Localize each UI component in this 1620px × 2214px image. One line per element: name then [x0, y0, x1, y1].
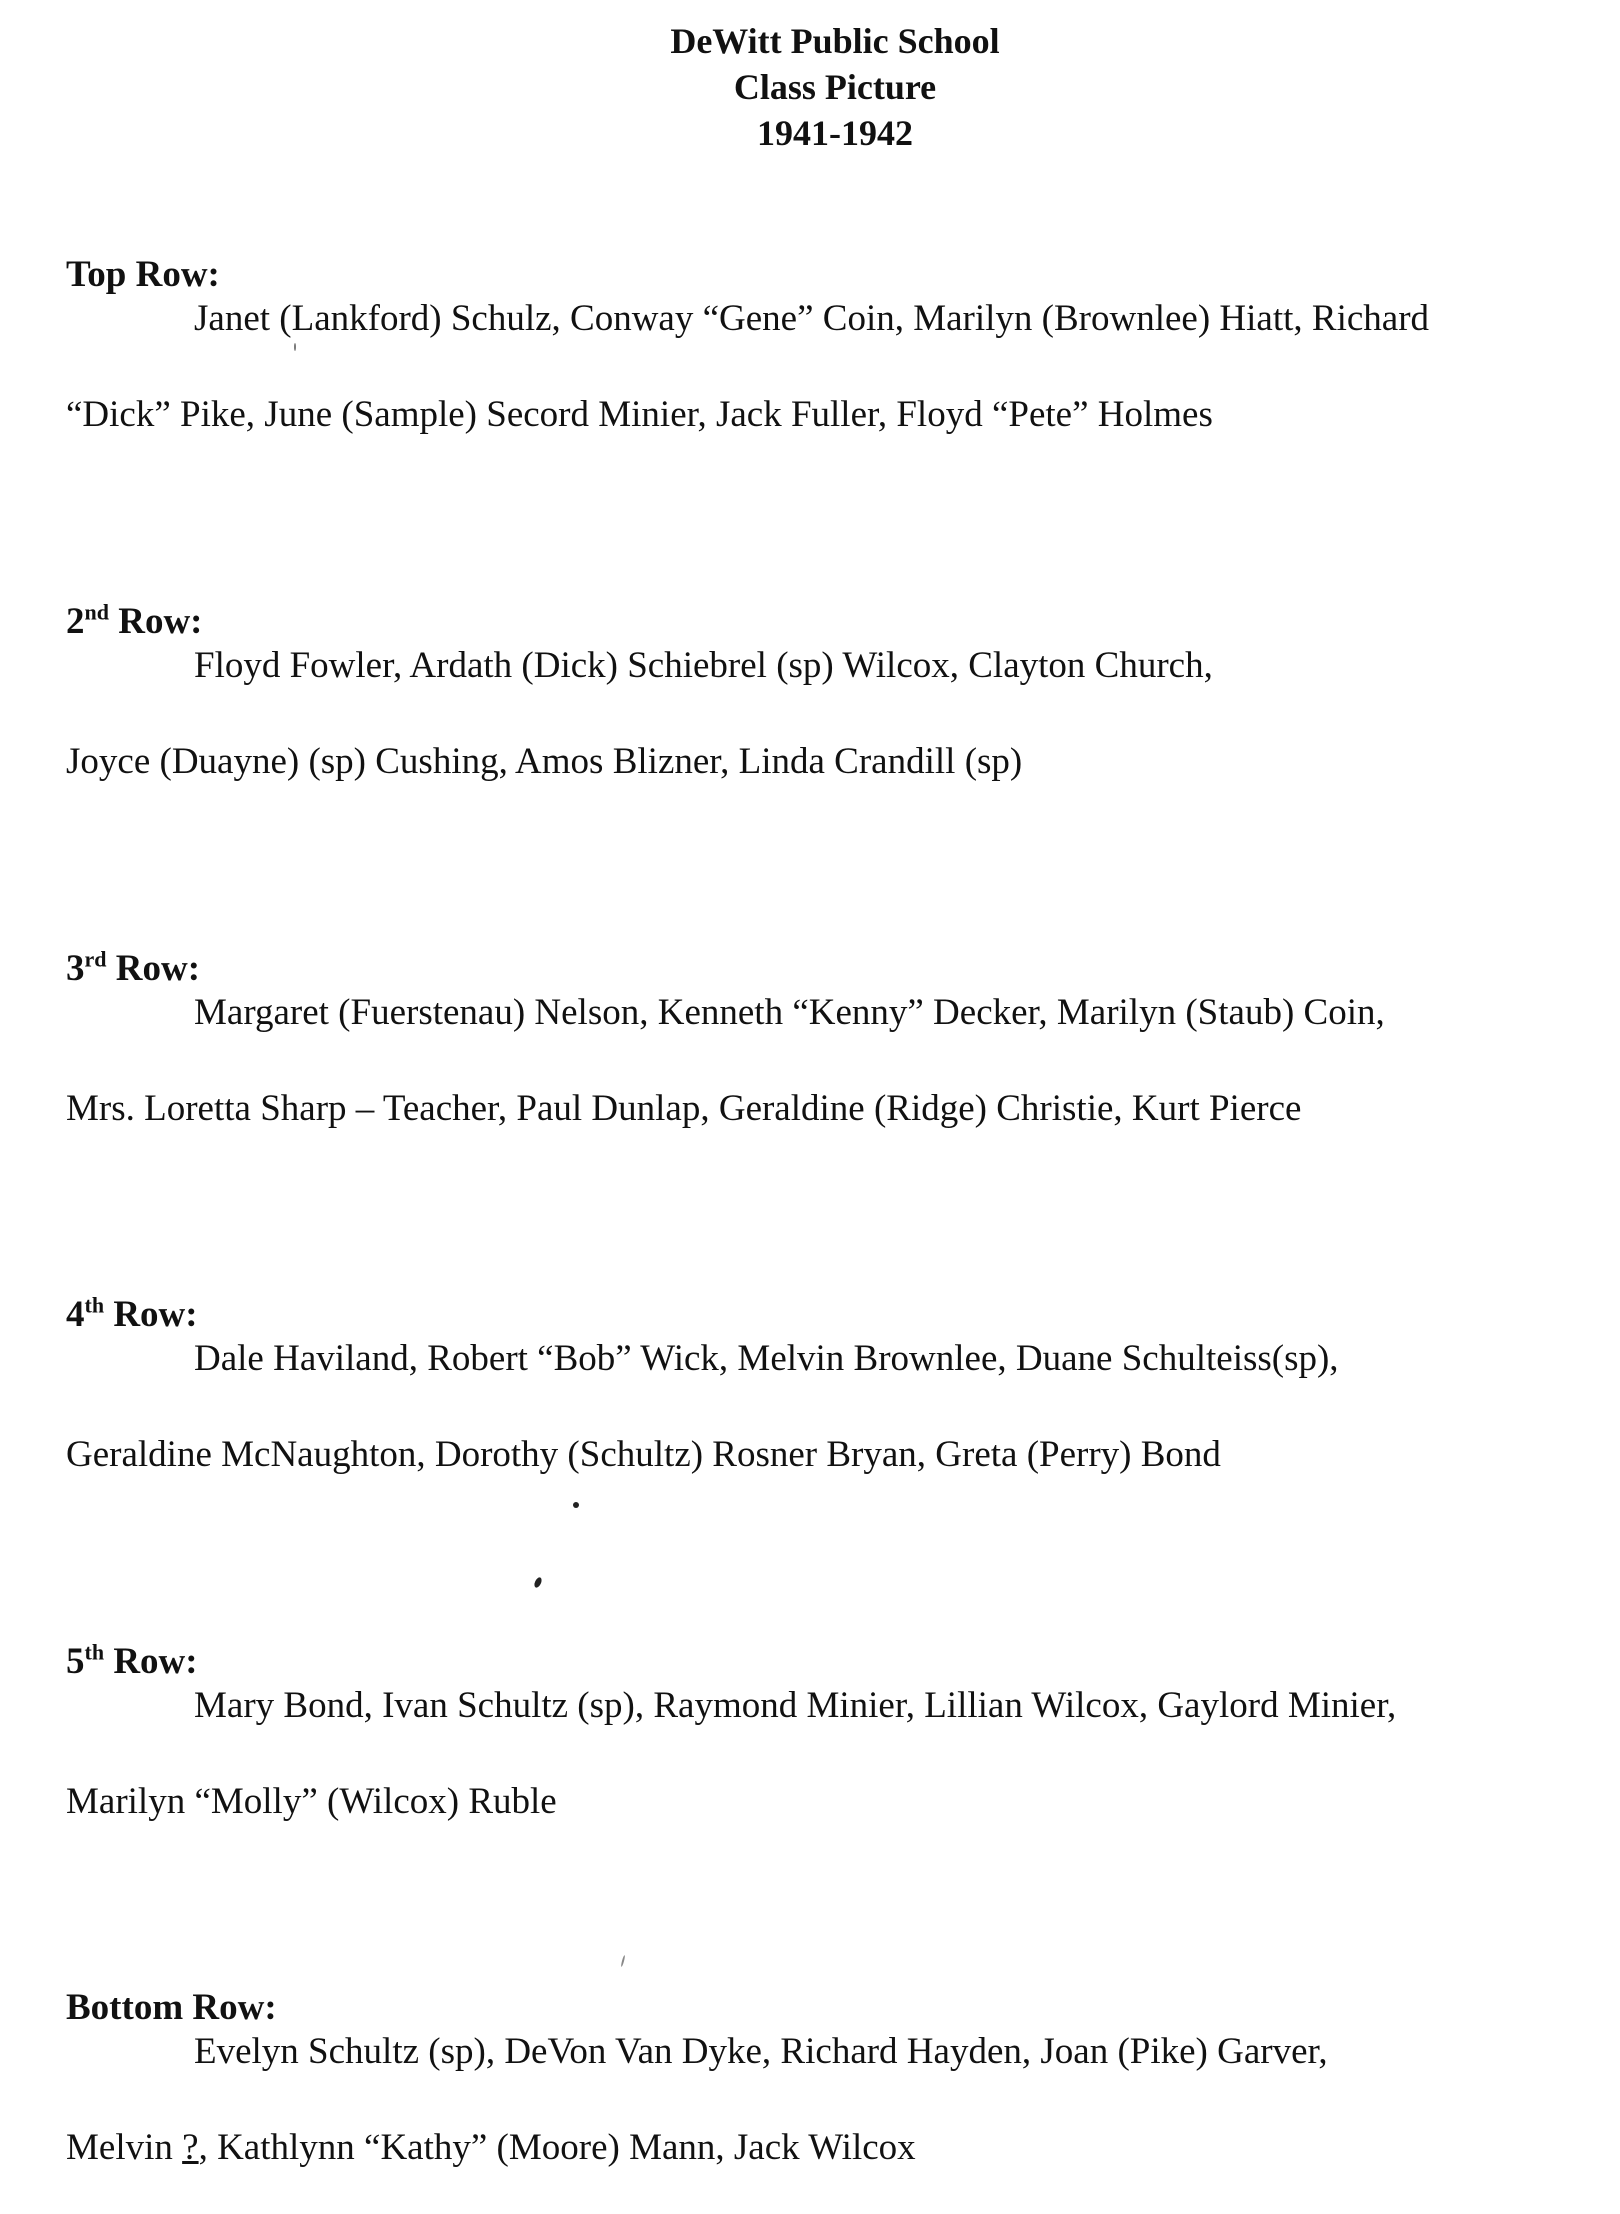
- row-label: [66, 947, 1586, 991]
- school-years: 1941-1942: [757, 113, 913, 153]
- row-names-line: “Dick” Pike, June (Sample) Secord Minier, Jack Fuller, Floyd “Pete” Holmes: [66, 394, 1213, 435]
- row-label-text: Row:: [106, 948, 201, 989]
- row-label-text: Row:: [108, 601, 203, 642]
- names-text: Melvin: [66, 2127, 183, 2168]
- row-names-line: Janet (Lankford) Schulz, Conway “Gene” Coin, Marilyn (Brownlee) Hiatt, Richard: [194, 298, 1430, 339]
- row-names-line: Evelyn Schultz (sp), DeVon Van Dyke, Richard Hayden, Joan (Pike) Garver,: [194, 2031, 1328, 2072]
- row-label-number: 4: [66, 1294, 85, 1335]
- names-text: , Kathlynn “Kathy” (Moore) Mann, Jack Wilcox: [198, 2127, 916, 2168]
- row-label: Top Row:: [66, 254, 220, 295]
- row-label-ordinal: nd: [84, 599, 109, 625]
- row-names-line: Margaret (Fuerstenau) Nelson, Kenneth “Kenny” Decker, Marilyn (Staub) Coin,: [194, 992, 1385, 1033]
- school-name: DeWitt Public School: [670, 21, 1000, 61]
- row-label: [66, 1293, 1586, 1337]
- row-names-line: [66, 2126, 1586, 2170]
- document-subtitle: Class Picture: [733, 67, 937, 107]
- document-header: [0, 18, 1620, 156]
- row-section-2nd: [66, 600, 1586, 784]
- row-label-number: 5: [66, 1641, 85, 1682]
- row-section-5th: [66, 1640, 1586, 1824]
- scan-speck: [620, 1955, 625, 1967]
- row-label-text: Row:: [104, 1294, 198, 1335]
- row-section-3rd: [66, 947, 1586, 1131]
- scan-speck: [294, 343, 296, 351]
- row-section-4th: [66, 1293, 1586, 1477]
- row-label-ordinal: th: [84, 1639, 105, 1665]
- row-label-number: 3: [66, 948, 85, 989]
- row-names-line: Geraldine McNaughton, Dorothy (Schultz) Rosner Bryan, Greta (Perry) Bond: [66, 1434, 1221, 1475]
- row-label-text: Row:: [104, 1641, 198, 1682]
- row-label-number: 2: [66, 601, 85, 642]
- row-names-line: Floyd Fowler, Ardath (Dick) Schiebrel (sp) Wilcox, Clayton Church,: [194, 645, 1213, 686]
- unknown-name-marker: ?: [182, 2127, 199, 2168]
- row-names-line: Marilyn “Molly” (Wilcox) Ruble: [66, 1781, 557, 1822]
- scan-speck: [573, 1502, 579, 1508]
- row-label-ordinal: th: [84, 1292, 105, 1318]
- row-section-bottom: [66, 1986, 1586, 2170]
- row-label: [66, 1640, 1586, 1684]
- row-names-line: Dale Haviland, Robert “Bob” Wick, Melvin Brownlee, Duane Schulteiss(sp),: [194, 1338, 1339, 1379]
- row-label: Bottom Row:: [66, 1987, 277, 2028]
- row-label-ordinal: rd: [84, 946, 107, 972]
- scan-speck: [533, 1576, 543, 1589]
- row-names-line: Mrs. Loretta Sharp – Teacher, Paul Dunlap, Geraldine (Ridge) Christie, Kurt Pierce: [66, 1088, 1302, 1129]
- row-names-line: Mary Bond, Ivan Schultz (sp), Raymond Minier, Lillian Wilcox, Gaylord Minier,: [194, 1685, 1397, 1726]
- row-names-line: Joyce (Duayne) (sp) Cushing, Amos Blizner, Linda Crandill (sp): [66, 741, 1023, 782]
- row-label: [66, 600, 1586, 644]
